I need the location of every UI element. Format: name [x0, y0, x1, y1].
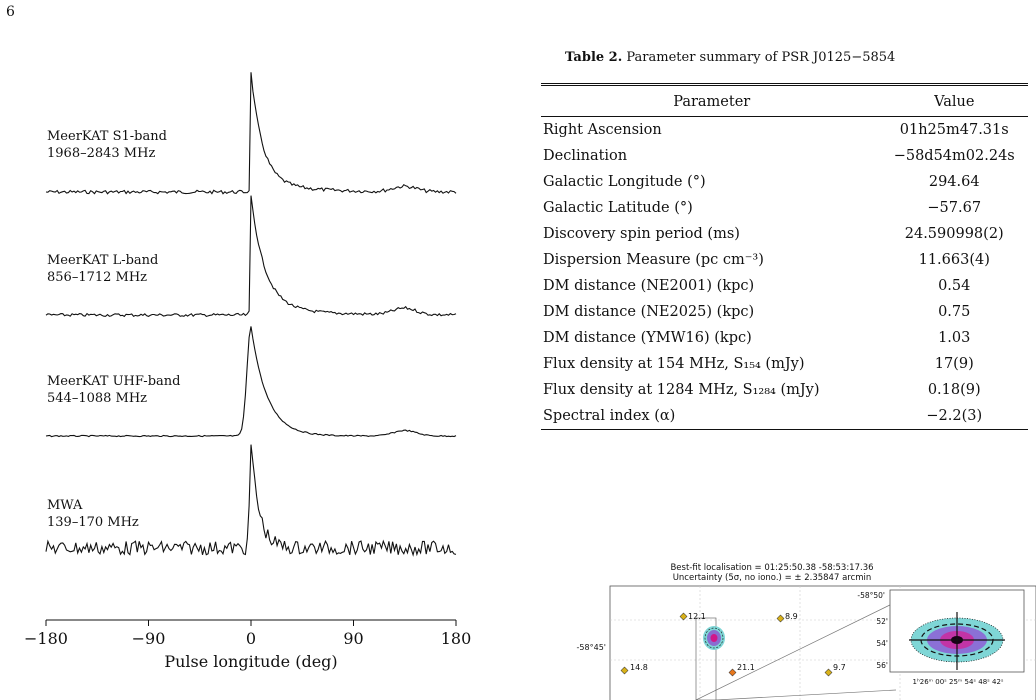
band-label-l-freq: 856–1712 MHz: [47, 270, 148, 285]
page-number: 6: [6, 4, 15, 20]
band-label-uhf-freq: 544–1088 MHz: [47, 391, 148, 406]
localisation-peak: [711, 634, 718, 642]
marker-label: 8.9: [785, 612, 798, 621]
parameter-table: [541, 83, 1028, 430]
x-axis-ticks: [24, 620, 471, 648]
inset-x-ticks: 1ʰ26ᵐ 00ˢ 25ᵐ 54ˢ 48ˢ 42ˢ: [912, 678, 1004, 686]
band-label-mwa-name: MWA: [47, 498, 83, 513]
row-param: DM distance (NE2001) (kpc): [543, 278, 755, 294]
localisation-figure: [540, 560, 1036, 700]
row-value: 17(9): [934, 356, 974, 372]
inset-y-tick-56: 56': [876, 661, 888, 670]
table-row: [541, 143, 1028, 169]
row-param: Galactic Latitude (°): [543, 200, 693, 216]
row-value: −57.67: [927, 200, 982, 216]
marker-label: 9.7: [833, 663, 846, 672]
table-row: [541, 377, 1028, 403]
row-param: DM distance (NE2025) (kpc): [543, 304, 755, 320]
table-row: [541, 299, 1028, 325]
x-axis-label: Pulse longitude (deg): [164, 652, 338, 671]
x-tick-label: 180: [440, 629, 472, 648]
trace-mwa: [46, 445, 456, 555]
header-parameter: Parameter: [541, 85, 880, 117]
table-header-row: [541, 85, 1028, 117]
table-row: [541, 221, 1028, 247]
table-row: [541, 195, 1028, 221]
inset-y-tick-52: 52': [876, 617, 888, 626]
row-value: 0.54: [938, 278, 971, 294]
table-row: [541, 273, 1028, 299]
table-row: [541, 117, 1028, 144]
row-value: 01h25m47.31s: [899, 122, 1009, 138]
localisation-title-1: Best-fit localisation = 01:25:50.38 -58:53:17.36: [670, 563, 874, 573]
row-param: Declination: [543, 148, 628, 164]
row-param: Flux density at 154 MHz, S₁₅₄ (mJy): [543, 356, 805, 372]
table-row: [541, 351, 1028, 377]
row-value: 1.03: [938, 330, 971, 346]
row-param: Galactic Longitude (°): [543, 174, 706, 190]
table-row: [541, 403, 1028, 430]
band-label-l-name: MeerKAT L-band: [47, 253, 159, 268]
marker-12-1: [680, 612, 706, 621]
table-caption-text: Parameter summary of PSR J0125−5854: [626, 50, 896, 65]
row-param: Discovery spin period (ms): [543, 226, 740, 242]
row-value: 294.64: [928, 174, 980, 190]
band-label-s1-freq: 1968–2843 MHz: [47, 146, 156, 161]
x-tick-label: 90: [343, 629, 364, 648]
marker-label: 12.1: [688, 612, 706, 621]
row-param: Flux density at 1284 MHz, S₁₂₈₄ (mJy): [543, 382, 820, 398]
row-value: −2.2(3): [880, 403, 1028, 430]
row-value: 24.590998(2): [904, 226, 1004, 242]
pulse-profiles-figure: [0, 70, 490, 700]
table-row: [541, 325, 1028, 351]
table-row: [541, 169, 1028, 195]
row-param: Dispersion Measure (pc cm⁻³): [543, 252, 764, 268]
table-caption: [565, 50, 895, 65]
header-value: Value: [880, 85, 1028, 117]
row-value: −58d54m02.24s: [893, 148, 1015, 164]
table-caption-label: Table 2.: [565, 50, 623, 65]
row-value: 0.75: [938, 304, 971, 320]
marker-label: 21.1: [737, 663, 755, 672]
row-value: 0.18(9): [927, 382, 981, 398]
row-value: 11.663(4): [918, 252, 990, 268]
row-param: Spectral index (α): [541, 403, 880, 430]
inset-y-tick-54: 54': [876, 639, 888, 648]
band-label-mwa-freq: 139–170 MHz: [47, 515, 139, 530]
marker-label: 14.8: [630, 663, 648, 672]
profile-traces: [46, 72, 456, 555]
band-label-uhf-name: MeerKAT UHF-band: [47, 374, 181, 389]
band-label-s1-name: MeerKAT S1-band: [47, 129, 167, 144]
row-param: DM distance (YMW16) (kpc): [543, 330, 752, 346]
row-param: Right Ascension: [543, 122, 662, 138]
localisation-y-tick: -58°45': [576, 643, 606, 652]
x-tick-label: −90: [131, 629, 166, 648]
inset-top-label: -58°50': [857, 591, 885, 600]
x-tick-label: −180: [24, 629, 68, 648]
localisation-title-2: Uncertainty (5σ, no iono.) = ± 2.35847 arcmin: [672, 573, 872, 583]
x-tick-label: 0: [245, 629, 257, 648]
table-row: [541, 247, 1028, 273]
